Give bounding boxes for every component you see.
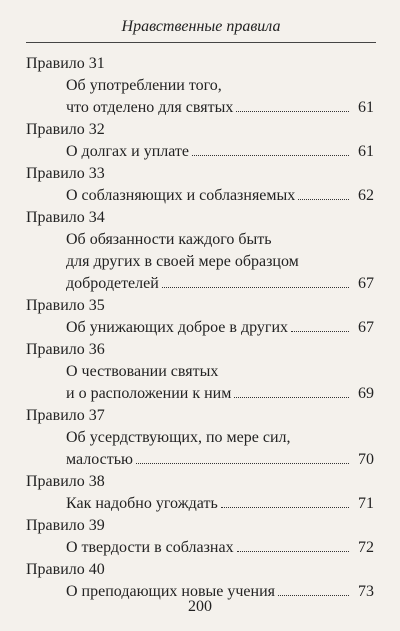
toc-entry — [26, 295, 374, 339]
toc-line — [26, 185, 374, 207]
entry-page-number: 61 — [358, 99, 374, 116]
toc-line — [26, 273, 374, 295]
dot-leader — [221, 507, 349, 508]
rule-title: Правило 32 — [26, 121, 105, 138]
toc-entry — [26, 405, 374, 471]
entry-page-number: 72 — [358, 539, 374, 556]
rule-title: Правило 38 — [26, 473, 105, 490]
entry-page-number: 67 — [358, 319, 374, 336]
entry-text: О преподающих новые учения — [66, 583, 275, 600]
toc-line — [26, 427, 374, 449]
entry-text: что отделено для святых — [66, 99, 234, 116]
entry-text: Об употреблении того, — [66, 77, 222, 94]
rule-title: Правило 33 — [26, 165, 105, 182]
toc-line — [26, 141, 374, 163]
entry-page-number: 61 — [358, 143, 374, 160]
entry-text: Об обязанности каждого быть — [66, 231, 272, 248]
rule-title: Правило 36 — [26, 341, 105, 358]
toc-line — [26, 229, 374, 251]
rule-title: Правило 35 — [26, 297, 105, 314]
rule-title: Правило 31 — [26, 55, 105, 72]
toc-line — [26, 317, 374, 339]
dot-leader — [291, 331, 349, 332]
entry-page-number: 70 — [358, 451, 374, 468]
toc-entry — [26, 559, 374, 603]
running-header: Нравственные правила — [26, 10, 376, 43]
dot-leader — [237, 551, 349, 552]
entry-text: малостью — [66, 451, 133, 468]
toc-entry — [26, 207, 374, 295]
entry-text: добродетелей — [66, 275, 159, 292]
entry-page-number: 67 — [358, 275, 374, 292]
rule-title: Правило 34 — [26, 209, 105, 226]
rule-title: Правило 40 — [26, 561, 105, 578]
entry-text: для других в своей мере образцом — [66, 253, 299, 270]
toc-entry — [26, 53, 374, 119]
toc-line — [26, 251, 374, 273]
entry-page-number: 69 — [358, 385, 374, 402]
entry-page-number: 62 — [358, 187, 374, 204]
dot-leader — [236, 111, 349, 112]
dot-leader — [192, 155, 349, 156]
entry-text: О чествовании святых — [66, 363, 219, 380]
toc-entry — [26, 471, 374, 515]
entry-text: Как надобно угождать — [66, 495, 218, 512]
toc-line — [26, 383, 374, 405]
toc-line — [26, 493, 374, 515]
entry-text: Об унижающих доброе в других — [66, 319, 288, 336]
toc-line — [26, 361, 374, 383]
dot-leader — [234, 397, 349, 398]
table-of-contents — [26, 53, 374, 603]
entry-text: О соблазняющих и соблазняемых — [66, 187, 296, 204]
dot-leader — [298, 199, 349, 200]
toc-line — [26, 537, 374, 559]
entry-text: и о расположении к ним — [66, 385, 232, 402]
entry-text: Об усердствующих, по мере сил, — [66, 429, 291, 446]
toc-entry — [26, 119, 374, 163]
toc-entry — [26, 339, 374, 405]
toc-line — [26, 449, 374, 471]
entry-text: О долгах и уплате — [66, 143, 190, 160]
page-number: 200 — [188, 598, 212, 615]
toc-line — [26, 97, 374, 119]
entry-text: О твердости в соблазнах — [66, 539, 234, 556]
dot-leader — [162, 287, 349, 288]
toc-entry — [26, 163, 374, 207]
toc-entry — [26, 515, 374, 559]
rule-title: Правило 37 — [26, 407, 105, 424]
entry-page-number: 71 — [358, 495, 374, 512]
dot-leader — [136, 463, 349, 464]
entry-page-number: 73 — [358, 583, 374, 600]
toc-line — [26, 75, 374, 97]
rule-title: Правило 39 — [26, 517, 105, 534]
dot-leader — [278, 595, 349, 596]
